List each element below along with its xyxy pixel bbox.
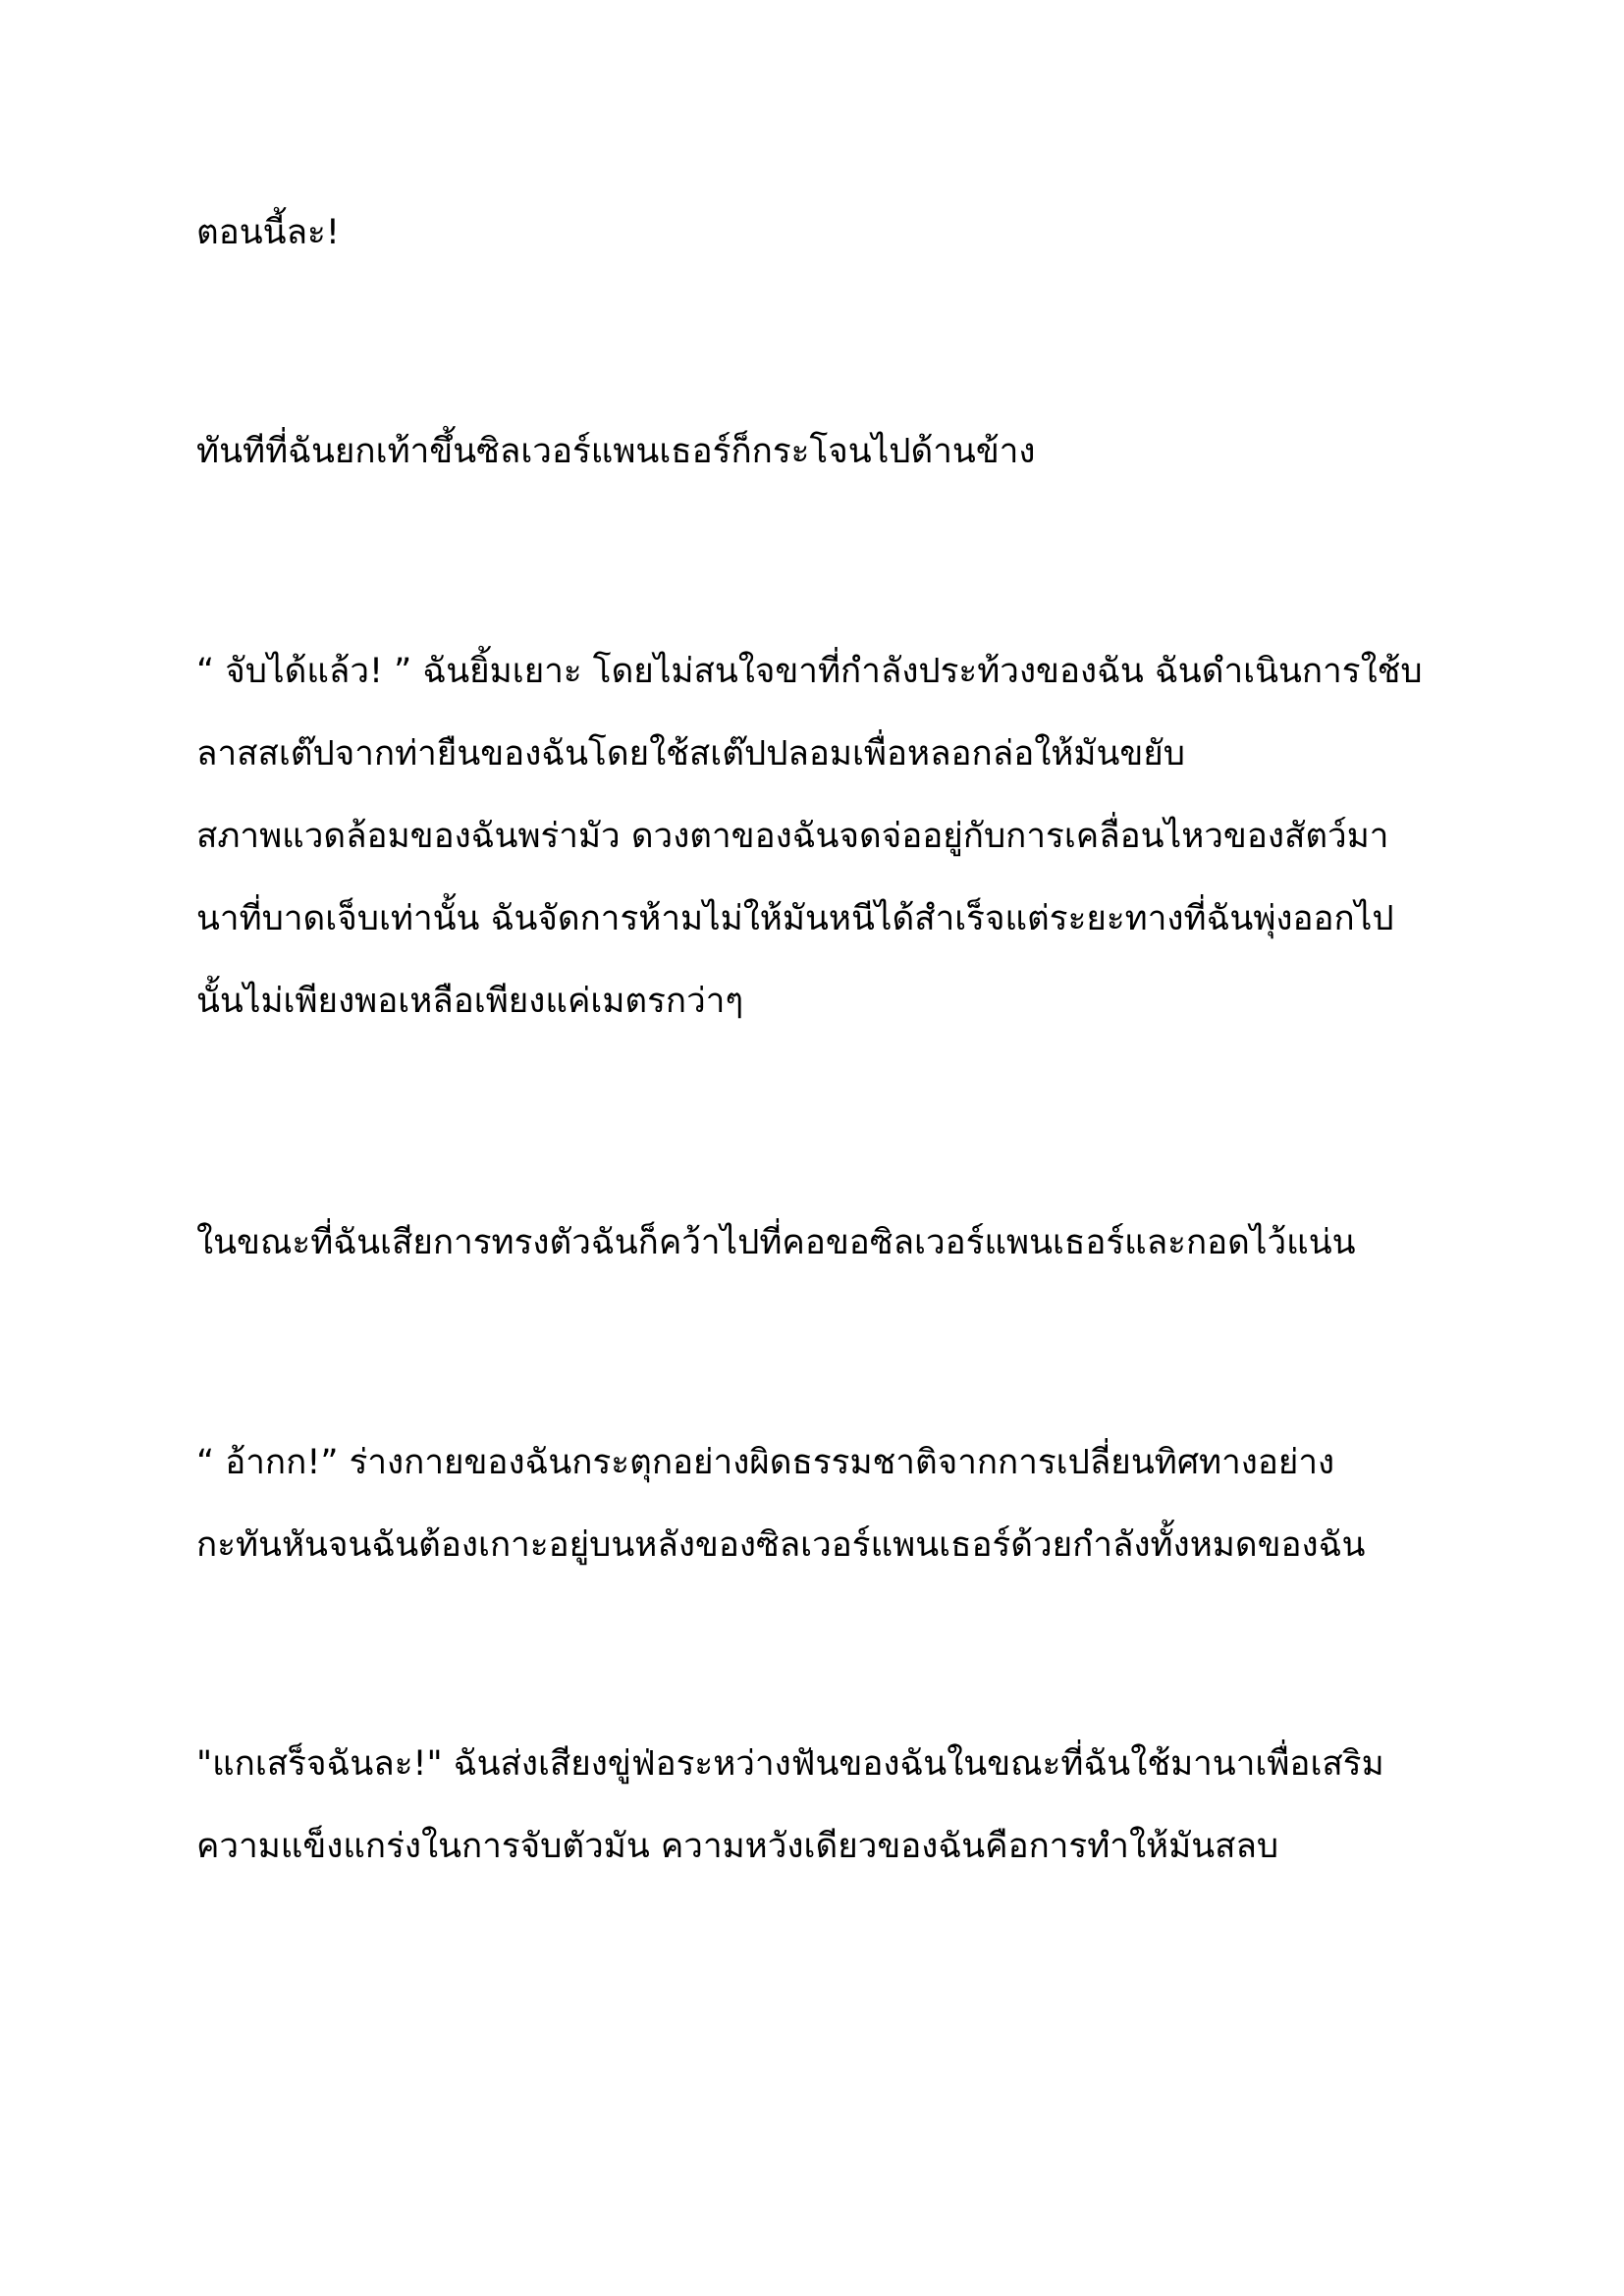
paragraph-line: ความแข็งแกร่งในการจับตัวมัน ความหวังเดียวของฉันคือการทำให้มันสลบ [196,1827,1279,1866]
paragraph-line: “ อ้ากก!” ร่างกายของฉันกระตุกอย่างผิดธรรมชาติจากการเปลี่ยนทิศทางอย่าง [196,1443,1335,1482]
paragraph-line: ทันทีที่ฉันยกเท้าขึ้นซิลเวอร์แพนเธอร์ก็กระโจนไปด้านข้าง [196,432,1036,471]
paragraph-line: นั้นไม่เพียงพอเหลือเพียงแค่เมตรกว่าๆ [196,982,744,1021]
paragraph-6 [196,1723,1473,1888]
paragraph-3 [196,630,1473,1042]
paragraph-line: ในขณะที่ฉันเสียการทรงตัวฉันก็คว้าไปที่คอขอซิลเวอร์แพนเธอร์และกอดไว้แน่น [196,1223,1356,1262]
paragraph-line: นาที่บาดเจ็บเท่านั้น ฉันจัดการห้ามไม่ให้มันหนีได้สำเร็จแต่ระยะทางที่ฉันพุ่งออกไป [196,899,1394,938]
paragraph-line: "แกเสร็จฉันละ!" ฉันส่งเสียงขู่ฟ่อระหว่างฟันของฉันในขณะที่ฉันใช้มานาเพื่อเสริม [196,1744,1384,1784]
paragraph-line: ตอนนี้ละ! [196,213,340,252]
paragraph-line: “ จับได้แล้ว! ” ฉันยิ้มเยาะ โดยไม่สนใจขาที่กำลังประท้วงของฉัน ฉันดำเนินการใช้บ [196,652,1423,691]
paragraph-line: ลาสสเต๊ปจากท่ายืนของฉันโดยใช้สเต๊ปปลอมเพื่อหลอกล่อให้มันขยับ [196,734,1186,774]
paragraph-2 [196,410,1473,493]
paragraph-1 [196,191,1473,274]
paragraph-line: สภาพแวดล้อมของฉันพร่ามัว ดวงตาของฉันจดจ่ออยู่กับการเคลื่อนไหวของสัตว์มา [196,817,1389,856]
paragraph-line: กะทันหันจนฉันต้องเกาะอยู่บนหลังของซิลเวอร์แพนเธอร์ด้วยกำลังทั้งหมดของฉัน [196,1525,1366,1565]
paragraph-4 [196,1201,1473,1284]
paragraph-5 [196,1421,1473,1586]
